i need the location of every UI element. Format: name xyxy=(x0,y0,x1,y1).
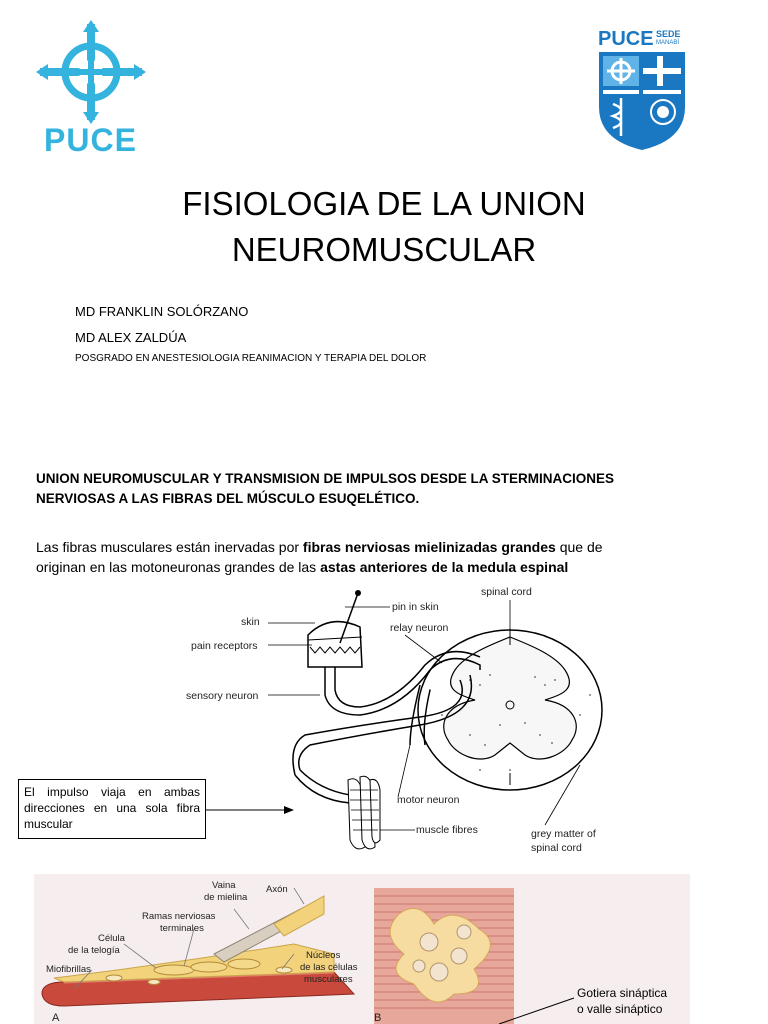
label-celula-1: Célula xyxy=(98,933,125,944)
paragraph-bold-2: astas anteriores de la medula espinal xyxy=(320,559,569,575)
label-vaina-2: de mielina xyxy=(204,892,248,903)
author-1: MD FRANKLIN SOLÓRZANO xyxy=(75,304,249,319)
label-skin: skin xyxy=(241,616,260,628)
label-miofibrillas: Miofibrillas xyxy=(46,964,91,975)
label-grey-matter-1: grey matter of xyxy=(531,828,596,840)
program-name: POSGRADO EN ANESTESIOLOGIA REANIMACION Y TERAPIA DEL DOLOR xyxy=(75,353,427,364)
label-ramas-2: terminales xyxy=(160,923,204,934)
paragraph-text-c: que de xyxy=(555,539,603,555)
label-axon: Axón xyxy=(266,884,288,895)
label-vaina-1: Vaina xyxy=(212,880,236,891)
paragraph-text-a: Las fibras musculares están inervadas por xyxy=(36,539,303,555)
puce-logo-right-text: PUCE xyxy=(598,28,654,50)
shield-icon xyxy=(597,52,687,152)
title-line-1: FISIOLOGIA DE LA UNION xyxy=(182,185,586,222)
label-pain-receptors: pain receptors xyxy=(191,640,258,652)
impulse-callout: El impulso viaja en ambas direcciones en una sola fibra muscular xyxy=(18,779,206,839)
puce-logo-right xyxy=(596,28,688,153)
muscle-fibres-shape xyxy=(348,776,380,849)
label-sensory-neuron: sensory neuron xyxy=(186,690,259,702)
label-letter-b: B xyxy=(374,1012,382,1024)
synaptic-gutter-line-1: Gotiera sináptica xyxy=(577,986,668,1000)
puce-logo-left xyxy=(36,20,146,160)
puce-cross-icon xyxy=(36,20,146,125)
label-grey-matter-2: spinal cord xyxy=(531,842,582,854)
title-line-2: NEUROMUSCULAR xyxy=(231,231,537,268)
paragraph-bold-1: fibras nerviosas mielinizadas grandes xyxy=(302,539,556,555)
manabi-label: MANABÍ xyxy=(656,40,680,46)
page-title xyxy=(0,181,768,273)
label-nucleos-1: Núcleos xyxy=(306,950,341,961)
synaptic-gutter-line-2: o valle sináptico xyxy=(577,1002,663,1016)
label-letter-a: A xyxy=(52,1012,60,1024)
label-muscle-fibres: muscle fibres xyxy=(416,824,478,836)
label-spinal-cord: spinal cord xyxy=(481,586,532,598)
synaptic-gutter-callout xyxy=(577,985,687,1017)
puce-logo-left-text: PUCE xyxy=(44,122,137,158)
label-nucleos-2: de las células xyxy=(300,962,358,973)
sede-label: SEDE xyxy=(656,29,681,39)
section-heading xyxy=(36,469,636,509)
author-2: MD ALEX ZALDÚA xyxy=(75,330,187,345)
label-motor-neuron: motor neuron xyxy=(397,794,460,806)
label-nucleos-3: musculares xyxy=(304,974,353,985)
intro-paragraph xyxy=(36,537,656,577)
label-ramas-1: Ramas nerviosas xyxy=(142,911,216,922)
label-pin-in-skin: pin in skin xyxy=(392,601,439,613)
paragraph-text-d: originan en las motoneuronas grandes de las xyxy=(36,559,321,575)
paragraph-line-2 xyxy=(36,557,656,577)
section-heading-line-1: UNION NEUROMUSCULAR Y TRANSMISION DE IMPULSOS DESDE LA STERMINACIONES xyxy=(36,471,615,486)
callout-arrow-icon xyxy=(206,803,296,817)
label-relay-neuron: relay neuron xyxy=(390,622,449,634)
section-heading-line-2: NERVIOSAS A LAS FIBRAS DEL MÚSCULO ESUQELÉTICO. xyxy=(36,491,420,506)
label-celula-2: de la telogía xyxy=(68,945,120,956)
skin-block xyxy=(308,590,362,667)
paragraph-line-1 xyxy=(36,537,656,557)
